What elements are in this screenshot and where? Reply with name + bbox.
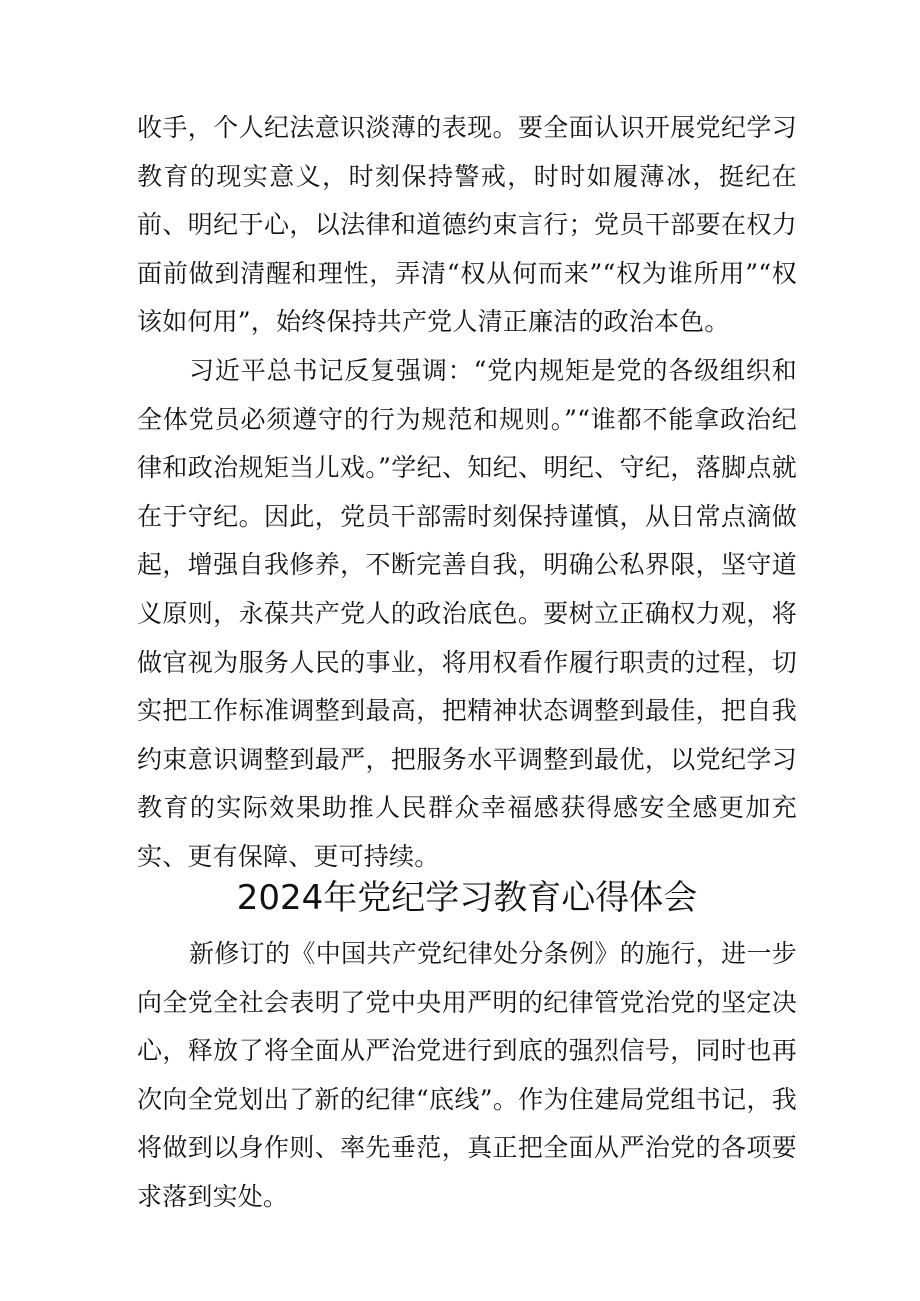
paragraph-discipline-rules: 习近平总书记反复强调：“党内规矩是党的各级组织和全体党员必须遵守的行为规范和规则。”“谁都不能拿政治纪律和政治规矩当儿戏。”学纪、知纪、明纪、守纪，落脚点就在于守纪。因此，党员干部需时刻保持谨慎，从日常点滴做起，增强自我修养，不断完善自我，明确公私界限，坚守道义原则，永葆共产党人的政治底色。要树立正确权力观，将做官视为服务人民的事业，将用权看作履行职责的过程，切实把工作标准调整到最高，把精神状态调整到最佳，把自我约束意识调整到最严，把服务水平调整到最优，以党纪学习教育的实际效果助推人民群众幸福感获得感安全感更加充实、更有保障、更可持续。 <box>137 356 797 871</box>
paragraph-continued: 收手，个人纪法意识淡薄的表现。要全面认识开展党纪学习教育的现实意义，时刻保持警戒，时时如履薄冰，挺纪在前、明纪于心，以法律和道德约束言行；党员干部要在权力面前做到清醒和理性，弄清“权从何而来”“权为谁所用”“权该如何用”，始终保持共产党人清正廉洁的政治本色。 <box>137 113 797 337</box>
section-title: 2024年党纪学习教育心得体会 <box>236 878 698 918</box>
paragraph-regulations-intro: 新修订的《中国共产党纪律处分条例》的施行，进一步向全党全社会表明了党中央用严明的纪律管党治党的坚定决心，释放了将全面从严治党进行到底的强烈信号，同时也再次向全党划出了新的纪律“底线”。作为住建局党组书记，我将做到以身作则、率先垂范，真正把全面从严治党的各项要求落到实处。 <box>137 939 797 1211</box>
